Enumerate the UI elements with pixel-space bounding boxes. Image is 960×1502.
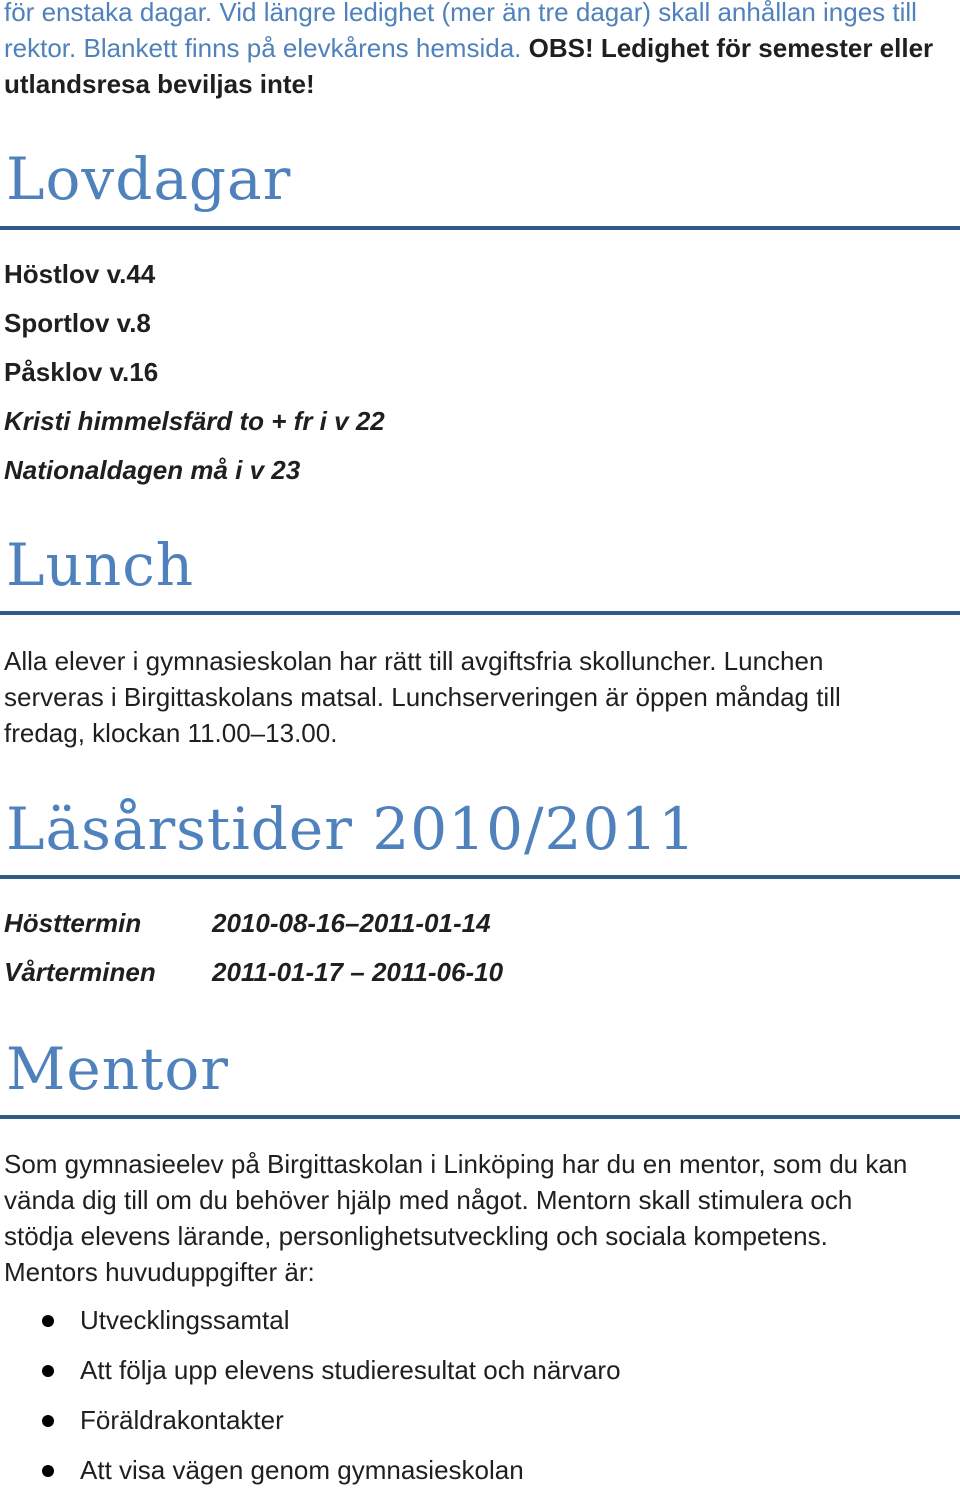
bullet-text: Utvecklingssamtal (80, 1305, 290, 1335)
intro-line-1: för enstaka dagar. Vid längre ledighet (mer än tre dagar) skall anhållan inges till (4, 0, 917, 27)
mentor-bullet-list (0, 1302, 621, 1502)
intro-line-3: utlandsresa beviljas inte! (4, 69, 315, 99)
term-dates-host: 2010-08-16–2011-01-14 (212, 908, 491, 938)
intro-obs-note: OBS! Ledighet för semester eller (528, 33, 934, 63)
lovdagar-heading: Lovdagar (6, 145, 292, 213)
lovdagar-rule (0, 226, 960, 230)
mentor-paragraph (0, 1146, 960, 1290)
term-row-var (4, 956, 503, 988)
lovdagar-item-hostlov: Höstlov v.44 (4, 259, 156, 289)
mentor-line-1: Som gymnasieelev på Birgittaskolan i Linköping har du en mentor, som du kan (4, 1149, 908, 1179)
intro-line-2-text: rektor. Blankett finns på elevkårens hemsida. (4, 33, 529, 63)
bullet-dot-icon (42, 1315, 54, 1327)
bullet-dot-icon (42, 1415, 54, 1427)
lovdagar-item-sportlov: Sportlov v.8 (4, 308, 151, 338)
mentor-line-3: stödja elevens lärande, personlighetsutveckling och sociala kompetens. (4, 1221, 828, 1251)
mentor-heading: Mentor (6, 1035, 230, 1103)
lunch-line-2: serveras i Birgittaskolans matsal. Lunchserveringen är öppen måndag till (4, 682, 841, 712)
bullet-item (0, 1352, 621, 1402)
intro-line-2 (4, 30, 960, 66)
lovdagar-item-nationaldagen: Nationaldagen må i v 23 (4, 455, 301, 485)
lunch-rule (0, 611, 960, 615)
bullet-dot-icon (42, 1365, 54, 1377)
bullet-item (0, 1302, 621, 1352)
term-label-host: Hösttermin (4, 908, 142, 938)
lunch-line-3: fredag, klockan 11.00–13.00. (4, 718, 338, 748)
bullet-text: Föräldrakontakter (80, 1405, 284, 1435)
term-row-host (4, 907, 491, 939)
intro-paragraph (0, 0, 960, 102)
lunch-line-1: Alla elever i gymnasieskolan har rätt till avgiftsfria skolluncher. Lunchen (4, 646, 824, 676)
bullet-dot-icon (42, 1465, 54, 1477)
lovdagar-item-pasklov: Påsklov v.16 (4, 357, 159, 387)
mentor-line-2: vända dig till om du behöver hjälp med något. Mentorn skall stimulera och (4, 1185, 853, 1215)
lasarstider-rule (0, 875, 960, 879)
term-dates-var: 2011-01-17 – 2011-06-10 (212, 957, 504, 987)
lunch-heading: Lunch (6, 531, 195, 599)
lovdagar-item-kristi: Kristi himmelsfärd to + fr i v 22 (4, 406, 385, 436)
bullet-text: Att följa upp elevens studieresultat och närvaro (80, 1355, 621, 1385)
bullet-item (0, 1452, 621, 1502)
lovdagar-list (0, 258, 385, 503)
lunch-paragraph (0, 643, 960, 751)
term-label-var: Vårterminen (4, 957, 156, 987)
bullet-item (0, 1402, 621, 1452)
mentor-line-4: Mentors huvuduppgifter är: (4, 1257, 315, 1287)
mentor-rule (0, 1115, 960, 1119)
bullet-text: Att visa vägen genom gymnasieskolan (80, 1455, 524, 1485)
lasarstider-heading: Läsårstider 2010/2011 (6, 795, 697, 863)
